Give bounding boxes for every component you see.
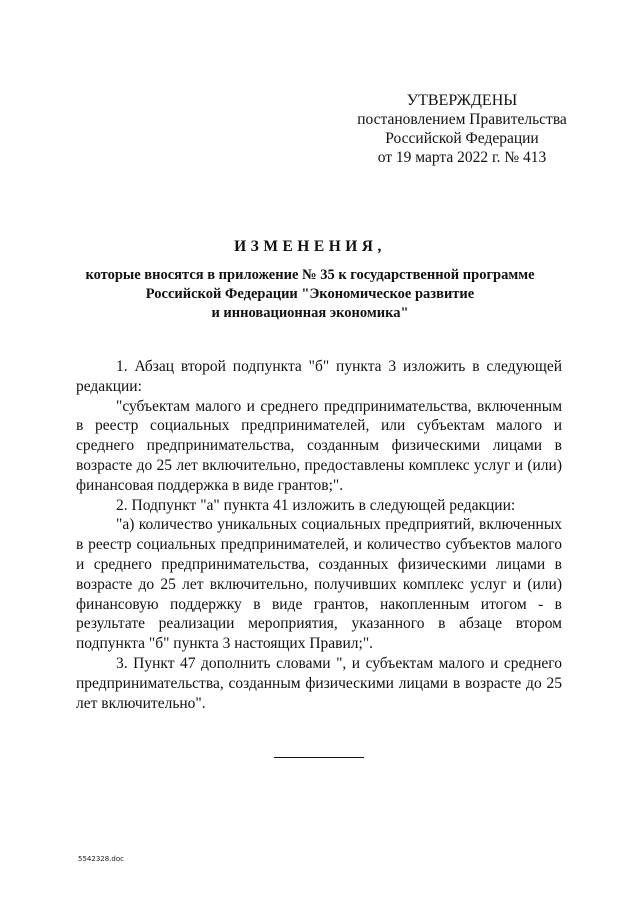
approval-line-federation: Российской Федерации — [385, 130, 539, 147]
subheading-line-1: которые вносятся в приложение № 35 к государственной программе — [85, 267, 535, 283]
paragraph-item-1: 1. Абзац второй подпункта "б" пункта 3 изложить в следующей редакции: — [76, 358, 562, 395]
approval-line-date-number: от 19 марта 2022 г. № 413 — [377, 149, 547, 166]
end-separator-line — [274, 757, 364, 758]
document-subheading — [50, 266, 570, 323]
subheading-line-2: Российской Федерации "Экономическое развитие — [145, 286, 475, 302]
approval-line-resolution: постановлением Правительства — [357, 111, 567, 128]
paragraph-item-2: 2. Подпункт "а" пункта 41 изложить в следующей редакции: — [116, 496, 516, 514]
subheading-line-3: и инновационная экономика" — [211, 305, 409, 321]
footer-filename: 5542328.doc — [78, 855, 124, 863]
approval-block — [352, 91, 572, 167]
document-body — [76, 357, 562, 713]
approval-title: УТВЕРЖДЕНЫ — [406, 92, 518, 109]
document-heading: ИЗМЕНЕНИЯ, — [234, 238, 386, 255]
paragraph-item-3: 3. Пункт 47 дополнить словами ", и субъектам малого и среднего предпринимательства, созданным физическими лицами в возрасте до 25 лет включительно". — [76, 654, 562, 712]
paragraph-quote-2: "а) количество уникальных социальных предприятий, включенных в реестр социальных предпринимателей, и количество субъектов малого и среднего предпринимательства, созданных физическими лицами в возрасте до 25 лет включительно, получивших комплекс услуг и (или) финансовую поддержку в виде грантов, накопленным итогом - в результате реализации мероприятия, указанного в абзаце втором подпункта "б" пункта 3 настоящих Правил;". — [76, 516, 562, 653]
paragraph-quote-1: "субъектам малого и среднего предпринимательства, включенным в реестр социальных предпринимателей, или субъектам малого и среднего предпринимательства, созданным физическими лицами в возрасте до 25 лет включительно, предоставлены комплекс услуг и (или) финансовая поддержка в виде грантов;". — [76, 397, 562, 494]
